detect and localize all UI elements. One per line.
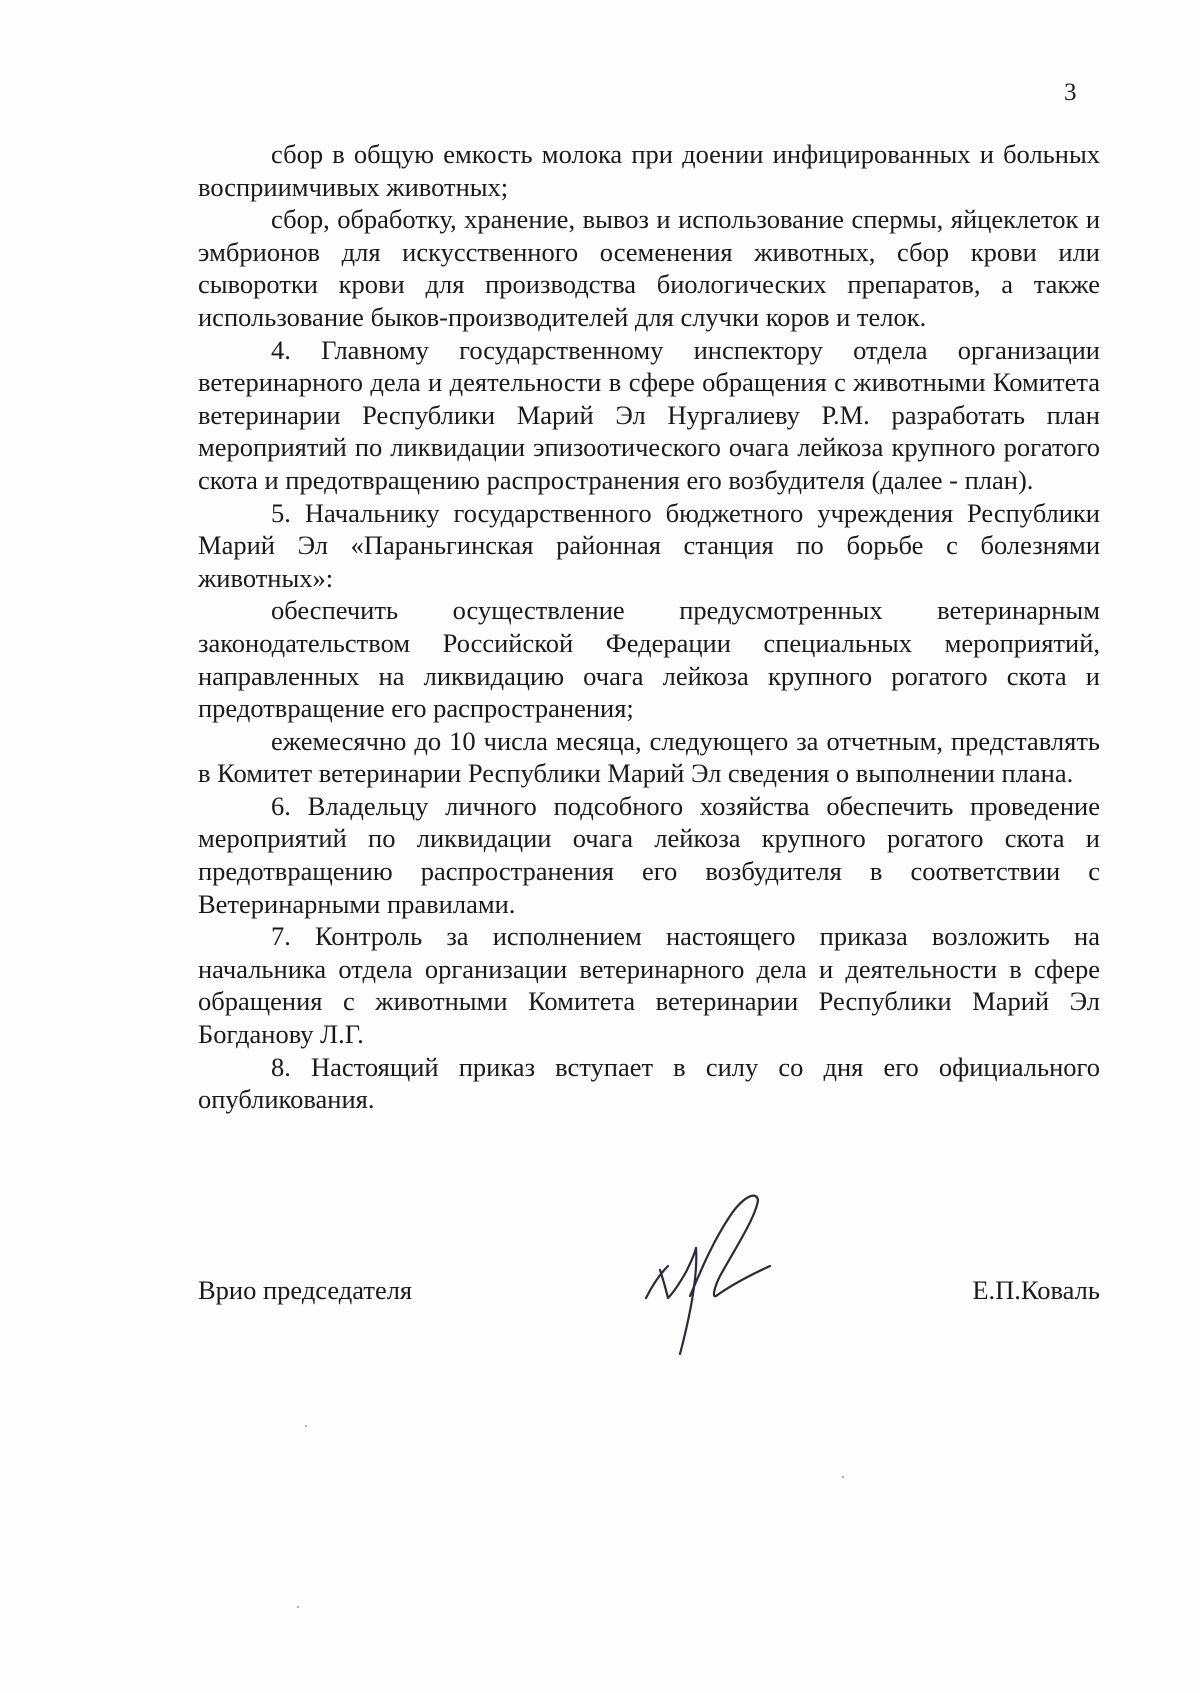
document-body <box>198 138 1100 1116</box>
scan-speck <box>297 1606 299 1608</box>
paragraph-item-5-ensure: обеспечить осуществление предусмотренных ветеринарным законодательством Российской Федерации специальных мероприятий, направленных на ликвидацию очага лейкоза крупного рогатого скота и предотвращение его распространения; <box>198 595 1100 724</box>
paragraph-sperm-collection: сбор, обработку, хранение, вывоз и использование спермы, яйцеклеток и эмбрионов для искусственного осеменения животных, сбор крови или сыворотки крови для производства биологических препаратов, а также использование быков-производителей для случки коров и телок. <box>198 204 1100 332</box>
paragraph-item-7: 7. Контроль за исполнением настоящего приказа возложить на начальника отдела организации ветеринарного дела и деятельности в сфере обращения с животными Комитета ветеринарии Республики Марий Эл Богданову Л.Г. <box>198 921 1100 1050</box>
paragraph-milk-collection: сбор в общую емкость молока при доении инфицированных и больных восприимчивых животных; <box>198 139 1100 202</box>
scan-speck <box>842 1476 844 1478</box>
paragraph-item-4: 4. Главному государственному инспектору отдела организации ветеринарного дела и деятельности в сфере обращения с животными Комитета ветеринарии Республики Марий Эл Нургалиеву Р.М. разработать план мероприятий по ликвидации эпизоотического очага лейкоза крупного рогатого скота и предотвращению распространения его возбудителя (далее - план). <box>198 334 1100 495</box>
paragraph-item-5: 5. Начальнику государственного бюджетного учреждения Республики Марий Эл «Параньгинская районная станция по борьбе с болезнями животных»: <box>198 497 1100 593</box>
signatory-title: Врио председателя <box>198 1275 413 1305</box>
signatory-name: Е.П.Коваль <box>972 1275 1100 1305</box>
handwritten-signature <box>638 1186 788 1361</box>
scan-speck <box>305 1425 307 1427</box>
paragraph-item-6: 6. Владельцу личного подсобного хозяйства обеспечить проведение мероприятий по ликвидации очага лейкоза крупного рогатого скота и предотвращению распространения его возбудителя в соответствии с Ветеринарными правилами. <box>198 790 1100 919</box>
page-number: 3 <box>1064 79 1077 106</box>
paragraph-item-5-monthly: ежемесячно до 10 числа месяца, следующего за отчетным, представлять в Комитет ветеринарии Республики Марий Эл сведения о выполнении плана. <box>198 725 1100 789</box>
signature-block <box>198 1168 1100 1318</box>
paragraph-item-8: 8. Настоящий приказ вступает в силу со дня его официального опубликования. <box>198 1051 1100 1115</box>
